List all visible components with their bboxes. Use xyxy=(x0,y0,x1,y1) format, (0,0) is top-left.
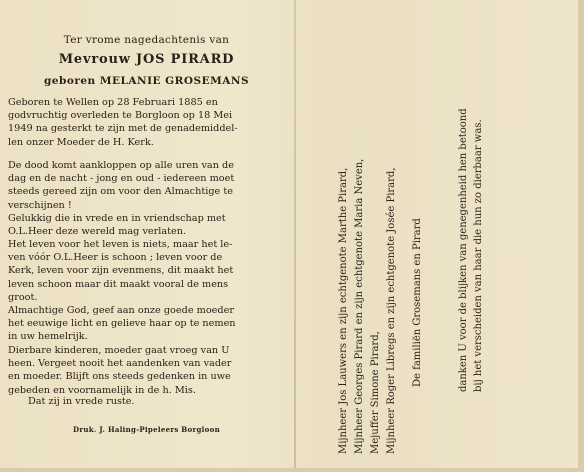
paragraph-children: Dierbare kinderen, moeder gaat vroeg van U heen. Vergeet nooit het aandenken van vader en moeder. Blijft ons steeds gedenken in uwe gebeden en voornamelijk in de h. Mis. xyxy=(8,345,232,396)
paragraph-prayer: Almachtige God, geef aan onze goede moeder het eeuwige licht en gelieve haar op te nemen in uw hemelrijk. xyxy=(8,305,236,343)
family-line-1: Mijnheer Jos Lauwers en zijn echtgenote Marthe Pirard, xyxy=(338,167,349,454)
family-line-4: Mijnheer Roger Libregs en zijn echtgenote Josée Pirard, xyxy=(386,167,397,454)
born-line: geboren MELANIE GROSEMANS xyxy=(43,75,250,87)
paragraph-birth-death: Geboren te Wellen op 28 Februari 1885 en godvruchtig overleden te Borgloon op 18 Mei 1949 na gesterkt te zijn met de genademiddel- len onzer Moeder de H. Kerk. xyxy=(8,97,238,148)
printer-credit: Druk. J. Haling-Pipeleers Borgloon xyxy=(73,425,220,434)
family-line-2: Mijnheer Georges Pirard en zijn echtgenote Maria Neven, xyxy=(354,158,365,454)
heading: Ter vrome nagedachtenis van xyxy=(63,34,230,46)
left-panel xyxy=(6,6,287,466)
card-edge-right xyxy=(578,0,584,472)
paragraph-rest: Dat zij in vrede ruste. xyxy=(28,396,135,407)
name-line: Mevrouw JOS PIRARD xyxy=(58,52,235,67)
paragraph-death-comes: De dood komt aankloppen op alle uren van de dag en de nacht - jong en oud - iedereen moet steeds gereed zijn om voor den Almachtige te verschijnen ! xyxy=(8,160,235,211)
thanks-line-2: bij het verscheiden van haar die hun zo dierbaar was. xyxy=(473,119,484,392)
card-edge-bottom xyxy=(0,468,584,472)
thanks-line-1: danken U voor de blijken van genegenheid hen betoond xyxy=(458,108,469,392)
family-line-5: De familiën Grosemans en Pirard xyxy=(412,218,423,387)
family-line-3: Mejuffer Simone Pirard, xyxy=(370,331,381,454)
paragraph-life: Het leven voor het leven is niets, maar het le- ven vóór O.L.Heer is schoon ; leven voor de Kerk, leven voor zijn evenmens, dit maakt het leven schoon maar dit maakt vooral de mens groot. xyxy=(8,239,234,303)
paragraph-blessed: Gelukkig die in vrede en in vriendschap met O.L.Heer deze wereld mag verlaten. xyxy=(8,213,226,238)
